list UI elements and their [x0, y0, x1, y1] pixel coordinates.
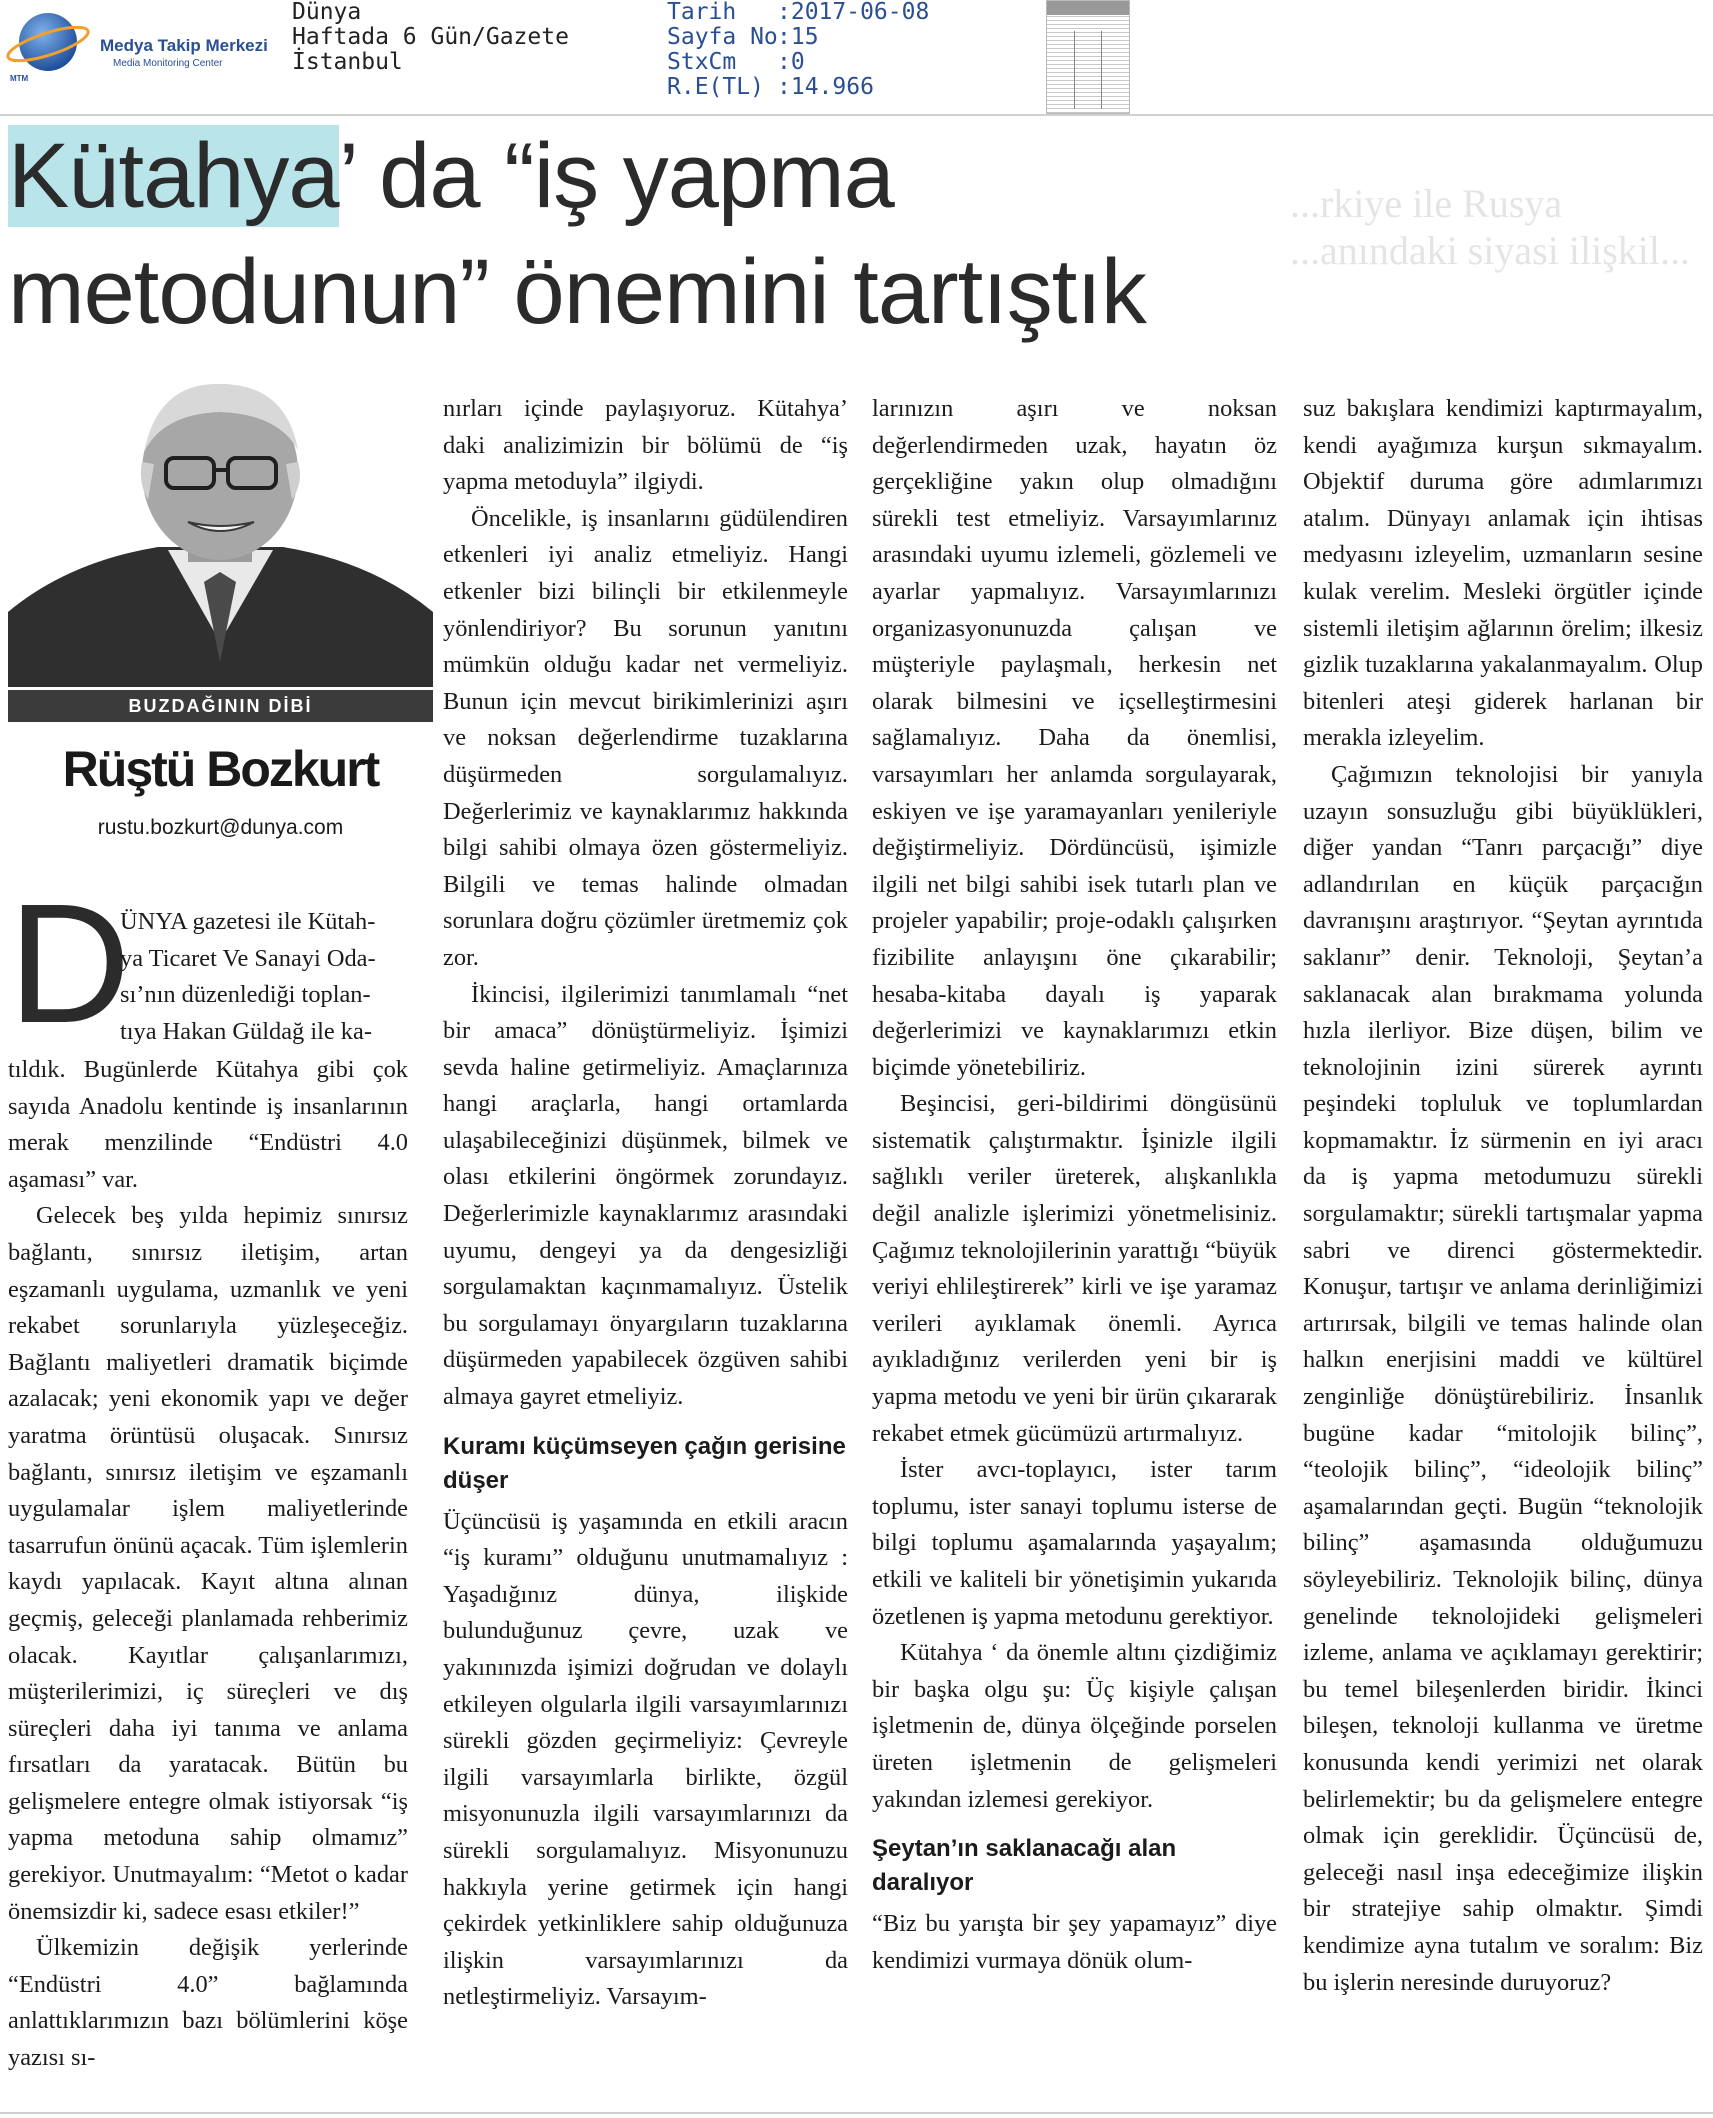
source-frequency: Haftada 6 Gün/Gazete	[292, 24, 569, 50]
paragraph: Beşincisi, geri-bildirimi döngüsünü sistematik çalıştırmaktır. İşinizle ilgili sağlıklı veriler üreterek, alışkanlıkla değil analizle işlerimizi yönetmelisiniz. Çağımız teknolojilerinin yarattığı “büyük veriyi ehlileştirerek” kirli ve işe yaramaz verileri ayıklamak önemli. Ayrıca ayıkladığınız verilerden yeni bir iş yapma metodu ve yeni bir ürün çıkararak rekabet etmek gücümüzü artırmalıyız.	[872, 1090, 1277, 1447]
thumbnail-column-divider	[1074, 31, 1075, 109]
header-divider	[0, 114, 1713, 116]
logo-subtitle: Media Monitoring Center	[113, 58, 223, 69]
source-info	[292, 0, 569, 75]
faded-background-print: ...rkiye ile Rusya ...anındaki siyasi ilişkil...	[1290, 181, 1690, 273]
paragraph: tıldık. Bugünlerde Kütahya gibi çok sayıda Anadolu kentinde iş insanlarının merak menzilinde “Endüstri 4.0 aşaması” var.	[8, 1056, 408, 1193]
article-headline	[8, 118, 1308, 350]
author-email[interactable]: rustu.bozkurt@dunya.com	[97, 816, 344, 839]
column-name-band: BUZDAĞININ DİBİ	[8, 690, 433, 722]
publication-meta	[667, 0, 929, 100]
mtm-logo	[0, 0, 300, 92]
logo-title: Medya Takip Merkezi	[100, 36, 268, 55]
paragraph: İkincisi, ilgilerimizi tanımlamalı “net bir amaca” dönüştürmeliyiz. İşimizi sevda haline getirmeliyiz. Amaçlarınıza hangi araçlarla, hangi ortamlarda ulaşabileceğinizi düşünmek, bilmek ve olası etkilerini öngörmek zorundayız. Değerlerimizle kaynaklarımız arasındaki uyumu, dengeyi ya da dengesizliği sorgulamaktan kaçınmamalıyız. Üstelik bu sorgulamayı önyargıların tuzaklarına düşürmeden yapabilecek özgüven sahibi almaya gayret etmeliyiz.	[443, 980, 848, 1411]
paragraph: Çağımızın teknolojisi bir yanıyla uzayın sonsuzluğu gibi büyüklükleri, diğer yandan “Tanrı parçacığı” diye adlandırılan en küçük parçacığın davranışını araştırıyor. “Şeytan ayrıntıda saklanır” denir. Teknoloji, Şeytan’a saklanacak alan bırakmama yolunda hızla ilerliyor. Bize düşen, bilim ve teknolojinin izini sürerek ayrıntı peşindeki topluluk ve toplumlardan kopmamaktır. İz sürmenin en iyi aracı da iş yapma metodumuzu sürekli sorgulamaktır; sürekli tartışmalar yapma sabri ve direnci göstermektedir. Konuşur, tartışır ve anlama derinliğimizi artırırsak, bilgili ve temas halinde olan halkın enerjisini maddi ve kültürel zenginliğe dönüştürebiliriz. İnsanlık bugüne kadar “mitolojik bilinç”, “teolojik bilinç”, “ideolojik bilinç” aşamalarından geçti. Bugün “teknolojik bilinç” aşamasında olduğumuzu söyleyebiliriz. Teknolojik bilinç, dünya genelinde teknolojideki gelişmeleri izleme, anlama ve açıklamayı gerektirir; bu temel bileşenlerden biridir. İkinci bileşen, teknoloji kullanma ve üretme konusunda kendi yerimizi net olarak belirlemektir; bu da gelişmelere entegre olmak için gereklidir. Üçüncüsü de, geleceği nasıl inşa edeceğimize ilişkin bir stratejiye sahip olmaktır. Şimdi kendimize ayna tutalım ve soralım: Biz bu işlerin neresinde duruyoruz?	[1303, 760, 1703, 1996]
author-name: Rüştü Bozkurt	[62, 741, 379, 797]
paragraph: Ülkemizin değişik yerlerinde “Endüstri 4.0” bağlamında anlattıklarımızın bazı bölümlerini köşe yazısı sı-	[8, 1934, 408, 2072]
headline-line-2: metodunun” önemini tartıştık	[8, 241, 1146, 343]
bottom-divider	[0, 2112, 1713, 2114]
column-1-intro	[120, 904, 408, 1052]
paragraph: “Biz bu yarışta bir şey yapamayız” diye kendimizi vurmaya dönük olum-	[872, 1910, 1277, 1974]
meta-row-ad-value: R.E(TL) :14.966	[667, 74, 874, 100]
meta-row-page: Sayfa No:15	[667, 24, 819, 50]
headline-line-1: Kütahya’ da “iş yapma	[8, 125, 894, 227]
globe-logo-icon	[4, 6, 90, 84]
column-4-body	[1303, 391, 1703, 2113]
paragraph: Üçüncüsü iş yaşamında en etkili aracın “iş kuramı” olduğunu unutmamalıyız : Yaşadığınız dünya, ilişkide bulunduğunuz çevre, uzak ve yakınınızda işimizi doğrudan ve dolaylı etkileyen olgularla ilgili varsayımlarınızı sürekli gözden geçirmeliyiz: Çevreyle ilgili varsayımlarla birlikte, özgül misyonunuzla ilgili varsayımlarınızı da sürekli sorgulamalıyız. Misyonunuzu hakkıyla yerine getirmek için hangi çekirdek yetkinliklere sahip olduğunuza ilişkin varsayımlarınızı da netleştirmeliyiz. Varsayım-	[443, 1507, 848, 2011]
paragraph: suz bakışlara kendimizi kaptırmayalım, kendi ayağımıza kurşun sıkmayalım. Objektif duruma göre adımlarımızı atalım. Dünyayı anlamak için ihtisas medyasını izleyelim, uzmanların sesine kulak verelim. Mesleki örgütler içinde sistemli iletişim ağlarının örelim; ilkesiz gizlik tuzaklarına yakalanmayalım. Olup bitenleri ateşi giderek harlanan bir merakla izleyelim.	[1303, 395, 1703, 752]
intro-line: tıya Hakan Güldağ ile ka-	[120, 1017, 372, 1045]
meta-row-stxcm: StxCm :0	[667, 49, 805, 75]
column-1-body	[8, 1052, 408, 2114]
intro-line: sı’nın düzenlediği toplan-	[120, 981, 371, 1009]
source-newspaper: Dünya	[292, 0, 362, 25]
thumbnail-masthead	[1047, 1, 1129, 15]
subheading: Şeytan’ın saklanacağı alan daralıyor	[872, 1835, 1177, 1897]
drop-cap: D	[8, 869, 131, 1059]
meta-row-date: Tarih :2017-06-08	[667, 0, 930, 25]
paragraph: Öncelikle, iş insanlarını güdülendiren etkenleri iyi analiz etmeliyiz. Hangi etkenler bizi bilinçli bir etkilenmeyle yönlendiriyor? Bu sorunun yanıtını mümkün olduğu kadar net vermeliyiz. Bunun için mevcut birikimlerinizi aşırı ve noksan değerlendirme tuzaklarına düşürmeden sorgulamalıyız. Değerlerimiz ve kaynaklarımız hakkında bilgi sahibi olmaya özen göstermeliyiz. Bilgili ve temas halinde olmadan sorunlara doğru çözümler üretmemiz çok zor.	[443, 504, 848, 971]
thumbnail-column-divider	[1101, 31, 1102, 109]
intro-line: ÜNYA gazetesi ile Kütah-	[120, 908, 376, 935]
logo-abbreviation: MTM	[10, 74, 29, 83]
column-2-body	[443, 391, 848, 2113]
intro-line: ya Ticaret Ve Sanayi Oda-	[120, 944, 376, 972]
column-3-body	[872, 391, 1277, 2113]
paragraph: İster avcı-toplayıcı, ister tarım toplumu, ister sanayi toplumu isterse de bilgi toplumu aşamalarında yaşayalım; etkili ve kaliteli bir yönetişimin yukarıda özetlenen iş yapma metodunu gerektiyor.	[872, 1456, 1277, 1630]
paragraph: larınızın aşırı ve noksan değerlendirmeden uzak, hayatın öz gerçekliğine yakın olup olmadığını sürekli test etmeliyiz. Varsayımlarınız arasındaki uyumu izlemeli, gözlemeli ve ayarlar yapmalıyız. Varsayımlarınızı organizasyonunuzda çalışan ve müşteriyle paylaşmalı, herkesin net olarak bilmesini ve içselleştirmesini sağlamalıyız. Daha da önemlisi, varsayımları her anlamda sorgulayarak, eskiyen ve işe yaramayanları yenileriyle değiştirmeliyiz. Dördüncüsü, işimizle ilgili net bilgi sahibi isek tutarlı plan ve projeler yapabilir; proje-odaklı çalışırken fizibilite anlayışını öne çıkarabilir; hesaba-kitaba dayalı iş yaparak değerlerimizi ve kaynaklarımızı etkin biçimde yönetebiliriz.	[872, 395, 1277, 1081]
author-photo	[8, 372, 433, 687]
paragraph: nırları içinde paylaşıyoruz. Kütahya’ daki analizimizin bir bölümü de “iş yapma metoduyla” ilgiydi.	[443, 395, 848, 496]
source-city: İstanbul	[292, 49, 403, 75]
headline-highlight-kutahya: Kütahya	[8, 125, 339, 227]
page-thumbnail[interactable]	[1046, 0, 1130, 114]
subheading: Kuramı küçümseyen çağın gerisine düşer	[443, 1432, 846, 1494]
paragraph: Kütahya ‘ da önemle altını çizdiğimiz bir başka olgu şu: Üç kişiyle çalışan işletmenin de, dünya ölçeğinde porselen üreten işletmenin de gelişmeleri yakından izlemesi gerekiyor.	[872, 1639, 1277, 1813]
paragraph: Gelecek beş yılda hepimiz sınırsız bağlantı, sınırsız iletişim, artan eşzamanlı uygulama, uzmanlık ve yeni rekabet sorunlarıyla yüzleşeceğiz. Bağlantı maliyetleri dramatik biçimde azalacak; yeni ekonomik yapı ve değer yaratma örüntüsü oluşacak. Sınırsız bağlantı, sınırsız iletişim ve eşzamanlı uygulamalar işlem maliyetlerinde tasarrufun önünü açacak. Tüm işlemlerin kaydı yapılacak. Kayıt altına alınan geçmiş, geleceği planlamada rehberimiz olacak. Kayıtlar çalışanlarımızı, müşterilerimizi, iç süreçleri ve dış süreçleri daha iyi tanıma ve anlama fırsatları da yaratacak. Bütün bu gelişmelere entegre olmak istiyorsak “iş yapma metoduna sahip olmamız” gerekiyor. Unutmayalım: “Metot o kadar önemsizdir ki, sadece esası etkiler!”	[8, 1202, 408, 1925]
